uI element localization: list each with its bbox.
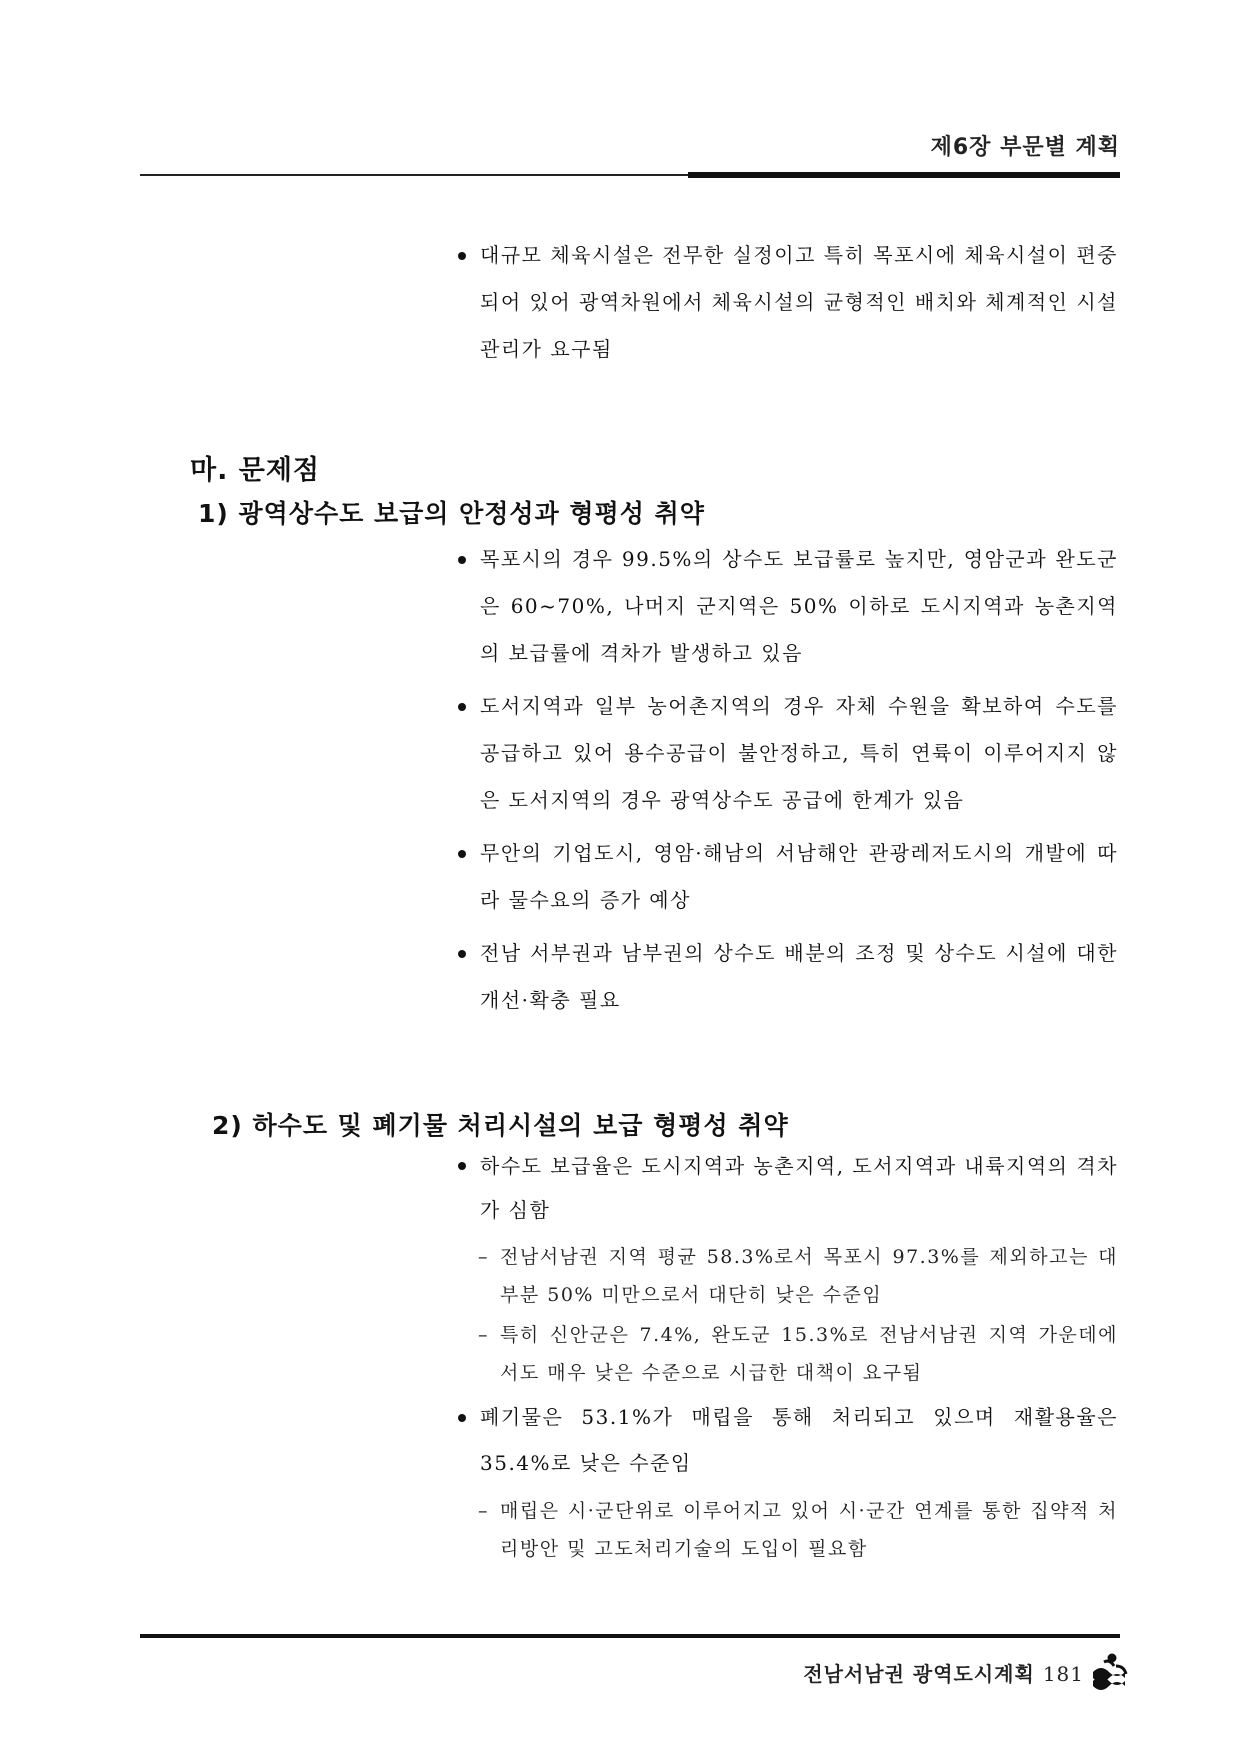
sub-list-item — [458, 1492, 1118, 1568]
list-item-text: 하수도 보급율은 도시지역과 농촌지역, 도서지역과 내륙지역의 격차가 심함 — [480, 1154, 1118, 1222]
list-item — [458, 1144, 1118, 1232]
header-rule-thin — [140, 174, 695, 176]
list-item — [458, 930, 1118, 1024]
list-item-text: 폐기물은 53.1%가 매립을 통해 처리되고 있으며 재활용율은 35.4%로 낮은 수준임 — [480, 1405, 1118, 1475]
sub-list-item — [458, 1316, 1118, 1392]
list-item-text: 도서지역과 일부 농어촌지역의 경우 자체 수원을 확보하여 수도를 공급하고 있어 용수공급이 불안정하고, 특히 연륙이 이루어지지 않은 도서지역의 경우 광역상수도 공급에 한계가 있음 — [480, 694, 1118, 812]
list-item — [458, 1394, 1118, 1486]
sub-list-item-text: 매립은 시·군단위로 이루어지고 있어 시·군간 연계를 통한 집약적 처리방안 및 고도처리기술의 도입이 필요함 — [500, 1500, 1118, 1560]
wave-emblem-icon — [1090, 1652, 1130, 1690]
sub-list-item — [458, 1238, 1118, 1314]
list-item-text: 대규모 체육시설은 전무한 실정이고 특히 목포시에 체육시설이 편중되어 있어 광역차원에서 체육시설의 균형적인 배치와 체계적인 시설관리가 요구됨 — [480, 243, 1118, 361]
bullet-icon — [458, 556, 466, 564]
section-title: 마. 문제점 — [190, 455, 320, 486]
sub-list-item-text: 전남서남권 지역 평균 58.3%로서 목포시 97.3%를 제외하고는 대부분 50% 미만으로서 대단히 낮은 수준임 — [500, 1246, 1118, 1306]
page-footer — [140, 1630, 1130, 1720]
subsection-2-list — [458, 1144, 1118, 1568]
dash-icon: – — [478, 1324, 489, 1346]
list-item-text: 무안의 기업도시, 영암·해남의 서남해안 관광레저도시의 개발에 따라 물수요의 증가 예상 — [480, 841, 1118, 912]
bullet-icon — [458, 850, 466, 858]
footer-title-text: 전남서남권 광역도시계획 — [803, 1662, 1035, 1686]
subsection-title-2: 2) 하수도 및 폐기물 처리시설의 보급 형평성 취약 — [212, 1111, 789, 1140]
list-item-text: 목포시의 경우 99.5%의 상수도 보급률로 높지만, 영암군과 완도군은 60~70%, 나머지 군지역은 50% 이하로 도시지역과 농촌지역의 보급률에 격차가 발생하고 있음 — [480, 547, 1118, 665]
bullet-icon — [458, 1162, 466, 1170]
list-item — [458, 683, 1118, 824]
bullet-icon — [458, 703, 466, 711]
page-header — [140, 128, 1120, 180]
chapter-title: 제6장 부문별 계획 — [930, 135, 1120, 160]
bullet-icon — [458, 1414, 466, 1422]
list-item — [458, 830, 1118, 924]
footer-rule — [140, 1634, 1120, 1638]
header-rule-thick — [688, 172, 1120, 178]
list-item — [458, 536, 1118, 677]
sub-list-item-text: 특히 신안군은 7.4%, 완도군 15.3%로 전남서남권 지역 가운데에서도 매우 낮은 수준으로 시급한 대책이 요구됨 — [500, 1324, 1118, 1384]
footer-title — [803, 1658, 1084, 1687]
page-number: 181 — [1042, 1662, 1084, 1686]
subsection-title-1: 1) 광역상수도 보급의 안정성과 형평성 취약 — [198, 499, 705, 528]
list-item-text: 전남 서부권과 남부권의 상수도 배분의 조정 및 상수도 시설에 대한 개선·확충 필요 — [480, 941, 1118, 1012]
subsection-1-list — [458, 536, 1118, 1024]
dash-icon: – — [478, 1500, 489, 1522]
bullet-icon — [458, 950, 466, 958]
list-item — [458, 232, 1118, 373]
dash-icon: – — [478, 1246, 489, 1268]
bullet-icon — [458, 252, 466, 260]
intro-block — [458, 232, 1118, 373]
